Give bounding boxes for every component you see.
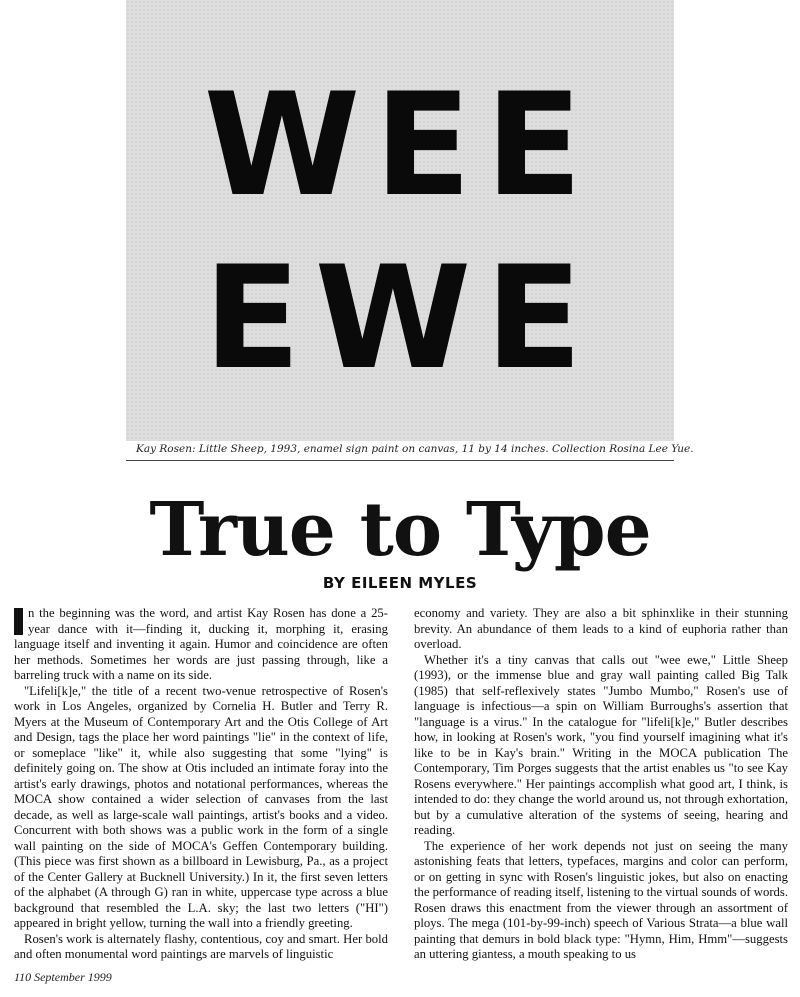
artwork-image [126, 0, 674, 441]
page-footer: 110 September 1999 [14, 970, 112, 984]
paragraph: economy and variety. They are also a bit sphinxlike in their stunning brevity. An abundance of them leads to a kind of euphoria rather than overload. [414, 606, 788, 651]
right-column [414, 606, 788, 963]
paragraph: The experience of her work depends not just on seeing the many astonishing feats that letters, typefaces, margins and color can perform, or on getting in sync with Rosen's linguistic jokes, but also on enacting the performance of reading itself, listening to the virtual sounds of words. Rosen draws this enactment from the viewer through an assortment of ploys. The mega (101-by-99-inch) speech of Various Strata—a blue wall painting that demurs in bold black type: "Hymn, Him, Hmm"—suggests an uttering giantess, a mouth speaking to us [414, 838, 788, 961]
caption-divider [126, 460, 674, 461]
article-title: True to Type [149, 487, 651, 573]
artwork-word-ewe: EWE [203, 236, 597, 401]
drop-cap-letter [14, 608, 23, 635]
article-byline: BY EILEEN MYLES [322, 574, 478, 592]
paragraph: Rosen's work is alternately flashy, contentious, coy and smart. Her bold and often monumental word paintings are marvels of linguistic [14, 931, 388, 961]
artwork-word-wee: WEE [203, 63, 597, 228]
paragraph: n the beginning was the word, and artist Kay Rosen has done a 25-year dance with it—finding it, ducking it, morphing it, erasing language itself and inventing it again. Humor and coincidence are often her methods. Sometimes her words are just passing through, like a barreling truck with a name on its side. [14, 606, 388, 682]
paragraph: Whether it's a tiny canvas that calls out "wee ewe," Little Sheep (1993), or the immense blue and gray wall painting called Big Talk (1985) that self-reflexively states "Jumbo Mumbo," Rosen's use of language is infectious—a spin on William Burroughs's assertion that "language is a virus." In the catalogue for "lifeli[k]e," Butler describes how, in looking at Rosen's work, "you find yourself imagining what it's like to be in Kay's brain." Writing in the MOCA publication The Contemporary, Tim Porges suggests that the artist enables us "to see Kay Rosens everywhere." Her paintings accomplish what good art, I think, is intended to do: they change the world around us, not through exhortation, but by a cumulative alteration of the systems of seeing, hearing and reading. [414, 652, 788, 837]
left-column [14, 606, 388, 963]
paragraph: "Lifeli[k]e," the title of a recent two-venue retrospective of Rosen's work in Los Angeles, organized by Cornelia H. Butler and Terry R. Myers at the Museum of Contemporary Art and the Otis College of Art and Design, tags the place her word paintings "lie" in the context of life, or someplace "like" it, while also suggesting that some "lying" is definitely going on. The show at Otis included an intimate foray into the artist's early drawings, photos and notational performances, whereas the MOCA show contained a wider selection of canvases from the last decade, as well as large-scale wall paintings, artist's books and a video. Concurrent with both shows was a public work in the form of a single wall painting on the side of MOCA's Geffen Contemporary building. (This piece was first shown as a billboard in Lewisburg, Pa., as a project of the Center Gallery at Bucknell University.) In it, the first seven letters of the alphabet (A through G) ran in white, uppercase type across a blue background that resembled the L.A. sky; the last two letters ("HI") appeared in bright yellow, turning the wall into a friendly greeting. [14, 683, 388, 930]
artwork-caption: Kay Rosen: Little Sheep, 1993, enamel sign paint on canvas, 11 by 14 inches. Collection Rosina Lee Yue. [136, 443, 694, 455]
